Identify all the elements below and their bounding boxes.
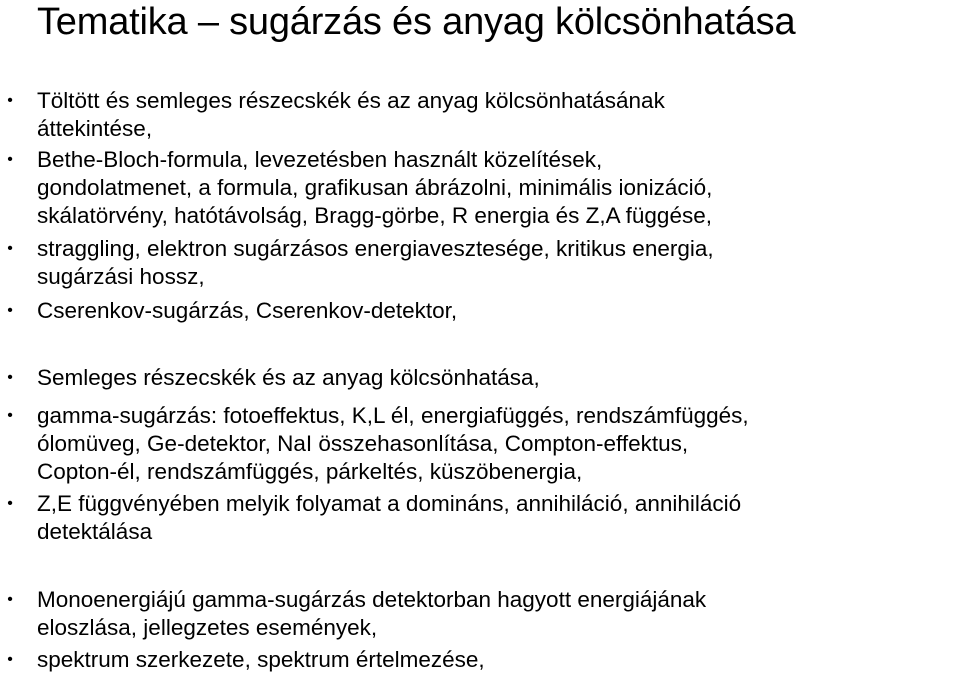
list-item-line: eloszlása, jellegzetes események,	[37, 615, 378, 640]
list-item	[7, 646, 952, 674]
list-item	[7, 364, 952, 392]
list-item-line: Semleges részecskék és az anyag kölcsönhatása,	[37, 365, 540, 390]
bullet-icon: •	[7, 495, 13, 512]
list-item	[7, 87, 952, 143]
list-item-line: detektálása	[37, 519, 153, 544]
list-item-line: Cserenkov-sugárzás, Cserenkov-detektor,	[37, 298, 458, 323]
bullet-icon: •	[7, 591, 13, 608]
list-item-line: Monoenergiájú gamma-sugárzás detektorban hagyott energiájának	[37, 587, 707, 612]
list-item	[7, 146, 952, 230]
list-item	[7, 490, 952, 546]
bullet-icon: •	[7, 651, 13, 668]
list-item-line: Z,E függvényében melyik folyamat a domináns, annihiláció, annihiláció	[37, 491, 742, 516]
list-item-line: Töltött és semleges részecskék és az anyag kölcsönhatásának	[37, 88, 665, 113]
slide-title: Tematika – sugárzás és anyag kölcsönhatása	[37, 1, 796, 43]
list-item-line: straggling, elektron sugárzásos energiavesztesége, kritikus energia,	[37, 236, 714, 261]
bullet-icon: •	[7, 302, 13, 319]
list-item	[7, 297, 952, 325]
bullet-icon: •	[7, 407, 13, 424]
bullet-icon: •	[7, 92, 13, 109]
bullet-icon: •	[7, 240, 13, 257]
list-item-line: skálatörvény, hatótávolság, Bragg-görbe, R energia és Z,A függése,	[37, 203, 712, 228]
list-item-line: ólomüveg, Ge-detektor, NaI összehasonlítása, Compton-effektus,	[37, 431, 689, 456]
list-item-line: sugárzási hossz,	[37, 264, 205, 289]
list-item-line: Bethe-Bloch-formula, levezetésben használt közelítések,	[37, 147, 603, 172]
list-item-line: gamma-sugárzás: fotoeffektus, K,L él, energiafüggés, rendszámfüggés,	[37, 403, 749, 428]
bullet-icon: •	[7, 369, 13, 386]
list-item-line: áttekintése,	[37, 116, 153, 141]
list-item	[7, 586, 952, 642]
list-item-line: spektrum szerkezete, spektrum értelmezése,	[37, 647, 485, 672]
list-item-line: gondolatmenet, a formula, grafikusan ábrázolni, minimális ionizáció,	[37, 175, 713, 200]
list-item-line: Copton-él, rendszámfüggés, párkeltés, küszöbenergia,	[37, 459, 583, 484]
bullet-icon: •	[7, 151, 13, 168]
list-item	[7, 402, 952, 486]
list-item	[7, 235, 952, 291]
